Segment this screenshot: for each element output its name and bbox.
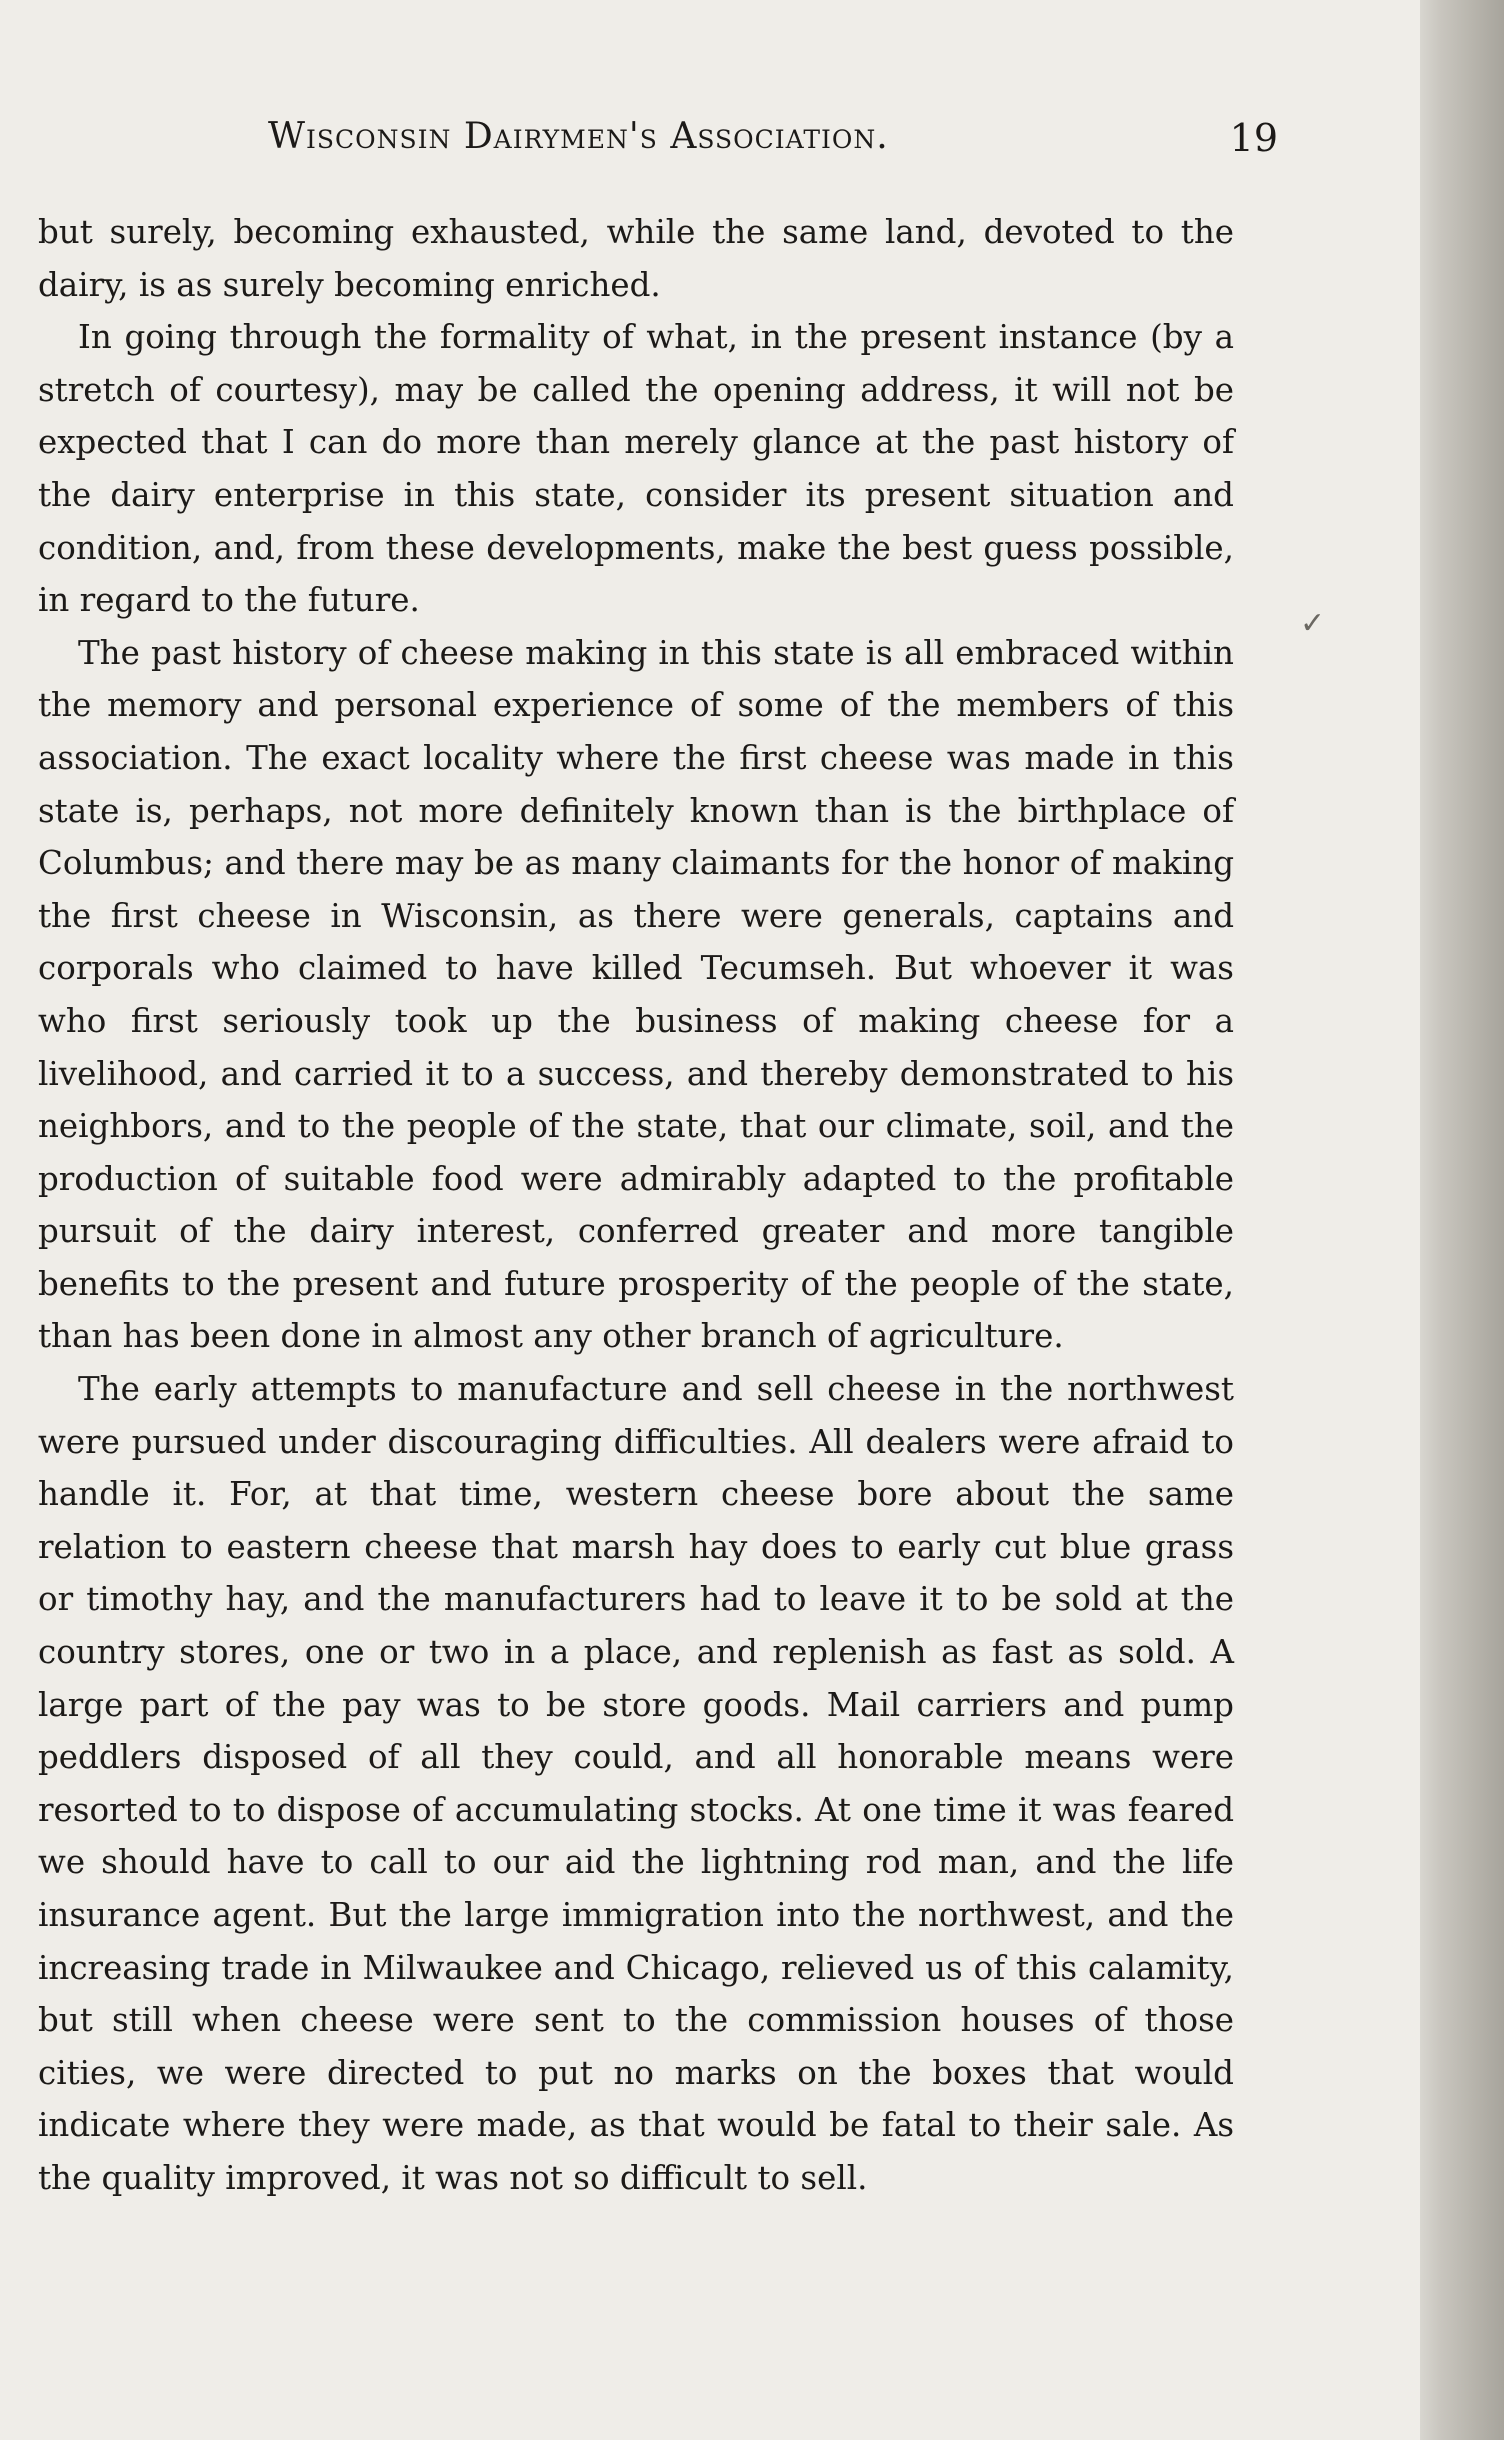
paragraph-early-attempts: The early attempts to manufacture and sell cheese in the northwest were pursued under discouraging difficulties. All dealers were afraid to handle it. For, at that time, western cheese bore about the same relation to eastern cheese that marsh hay does to early cut blue grass or timothy hay, and the manufacturers had to leave it to be sold at the country stores, one or two in a place, and replenish as fast as sold. A large part of the pay was to be store goods. Mail carriers and pump peddlers disposed of all they could, and all honorable means were resorted to to dispose of accumulating stocks. At one time it was feared we should have to call to our aid the lightning rod man, and the life insurance agent. But the large immigration into the northwest, and the increasing trade in Milwaukee and Chicago, relieved us of this calamity, but still when cheese were sent to the commission houses of those cities, we were directed to put no marks on the boxes that would indicate where they were made, as that would be fatal to their sale. As the quality improved, it was not so difficult to sell.	[38, 1370, 1234, 2197]
page-number: 19	[1229, 116, 1278, 160]
paragraph-opening-address: In going through the formality of what, in the present instance (by a stretch of courtesy), may be called the opening address, it will not be expected that I can do more than merely glance at the past history of the dairy enterprise in this state, consider its present situation and condition, and, from these developments, make the best guess possible, in regard to the future.	[38, 318, 1234, 620]
paragraph-past-history: The past history of cheese making in this state is all embraced within the memory and personal experience of some of the members of this association. The exact locality where the first cheese was made in this state is, perhaps, not more definitely known than is the birthplace of Columbus; and there may be as many claimants for the honor of making the first cheese in Wisconsin, as there were generals, captains and corporals who claimed to have killed Tecumseh. But whoever it was who first seriously took up the business of making cheese for a livelihood, and carried it to a success, and thereby demonstrated to his neighbors, and to the people of the state, that our climate, soil, and the production of suitable food were admirably adapted to the profitable pursuit of the dairy interest, conferred greater and more tangible benefits to the present and future prosperity of the people of the state, than has been done in almost any other branch of agriculture.	[38, 633, 1234, 1356]
paragraph-continuation: but surely, becoming exhausted, while the same land, devoted to the dairy, is as surely becoming enriched.	[38, 213, 1234, 304]
page-header	[38, 116, 1278, 176]
running-head: Wisconsin Dairymen's Association.	[268, 116, 889, 157]
book-gutter	[1420, 0, 1504, 2440]
body-text	[38, 206, 1234, 2205]
margin-check-mark: ✓	[1300, 606, 1326, 641]
